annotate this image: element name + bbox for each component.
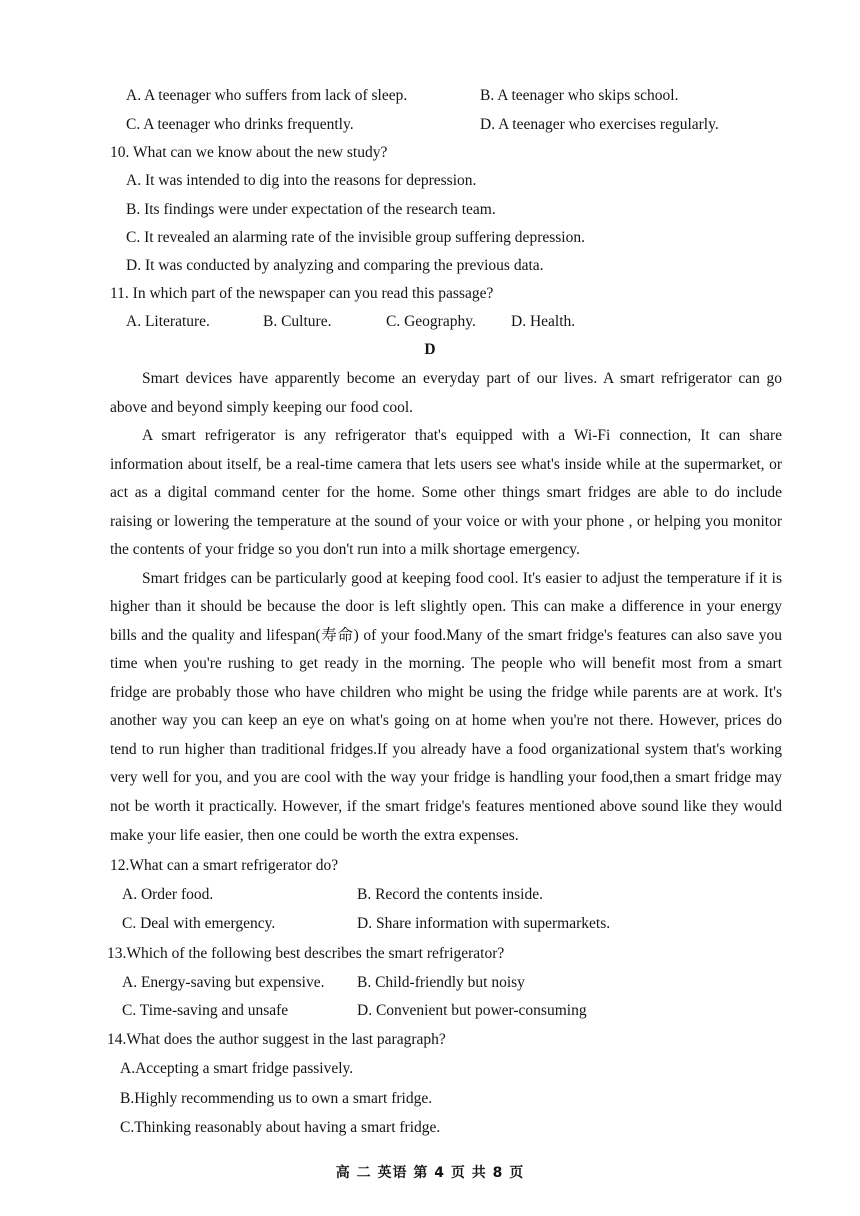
- q10-option-d: D. It was conducted by analyzing and comparing the previous data.: [126, 257, 544, 274]
- passage-line: make your life easier, then one could be worth the extra expenses.: [110, 827, 519, 844]
- q13-question: 13.Which of the following best describes the smart refrigerator?: [107, 945, 505, 962]
- q14-question: 14.What does the author suggest in the last paragraph?: [107, 1031, 446, 1048]
- section-heading: D: [424, 341, 436, 358]
- q9-option-c: C. A teenager who drinks frequently.: [126, 116, 354, 133]
- q11-option-d: D. Health.: [511, 313, 576, 330]
- q14-option-c: C.Thinking reasonably about having a smart fridge.: [120, 1119, 441, 1136]
- passage-line: tend to run higher than traditional fridges.If you already have a food organizational system that's working: [110, 741, 782, 758]
- passage-line: information about itself, be a real-time camera that lets users see what's inside while at the supermarket, or: [110, 456, 782, 473]
- passage-line: Smart fridges can be particularly good at keeping food cool. It's easier to adjust the temperature if it is: [142, 570, 782, 587]
- q13-option-a: A. Energy-saving but expensive.: [122, 974, 325, 991]
- passage-line: the contents of your fridge so you don't run into a milk shortage emergency.: [110, 541, 580, 558]
- q10-option-c: C. It revealed an alarming rate of the invisible group suffering depression.: [126, 229, 585, 246]
- q13-option-b: B. Child-friendly but noisy: [357, 974, 525, 991]
- q11-option-b: B. Culture.: [263, 313, 332, 330]
- q13-option-d: D. Convenient but power-consuming: [357, 1002, 587, 1019]
- passage-line: very well for you, and you are cool with the way your fridge is handling your food,then a smart fridge may: [110, 769, 782, 786]
- q14-option-a: A.Accepting a smart fridge passively.: [120, 1060, 354, 1077]
- q10-option-b: B. Its findings were under expectation of the research team.: [126, 201, 496, 218]
- q9-option-a: A. A teenager who suffers from lack of sleep.: [126, 87, 408, 104]
- q12-option-d: D. Share information with supermarkets.: [357, 915, 611, 932]
- page-footer: 高 二 英语 第 4 页 共 8 页: [335, 1165, 525, 1181]
- passage-line: higher than it should be because the door is left slightly open. This can make a difference in your energy: [110, 598, 782, 615]
- passage-line: Smart devices have apparently become an everyday part of our lives. A smart refrigerator can go: [142, 370, 782, 387]
- q11-question: 11. In which part of the newspaper can you read this passage?: [110, 285, 494, 302]
- q13-option-c: C. Time-saving and unsafe: [122, 1002, 289, 1019]
- q9-option-b: B. A teenager who skips school.: [480, 87, 679, 104]
- passage-line: A smart refrigerator is any refrigerator that's equipped with a Wi-Fi connection, It can share: [142, 427, 782, 444]
- passage-line: fridge are probably those who have children who might be using the fridge while parents are at work. It's: [110, 684, 782, 701]
- q11-option-a: A. Literature.: [126, 313, 210, 330]
- passage-line: bills and the quality and lifespan(寿命) of your food.Many of the smart fridge's features can also save you: [110, 627, 782, 644]
- q14-option-b: B.Highly recommending us to own a smart fridge.: [120, 1090, 433, 1107]
- q12-question: 12.What can a smart refrigerator do?: [110, 857, 339, 874]
- q9-option-d: D. A teenager who exercises regularly.: [480, 116, 719, 133]
- passage-line: above and beyond simply keeping our food cool.: [110, 399, 414, 416]
- q11-option-c: C. Geography.: [386, 313, 476, 330]
- q12-option-b: B. Record the contents inside.: [357, 886, 543, 903]
- passage-line: time when you're rushing to get ready in the morning. The people who will benefit most from a smart: [110, 655, 782, 672]
- q10-question: 10. What can we know about the new study?: [110, 144, 388, 161]
- q12-option-a: A. Order food.: [122, 886, 214, 903]
- q10-option-a: A. It was intended to dig into the reasons for depression.: [126, 172, 477, 189]
- passage-line: not be worth it practically. However, if the smart fridge's features mentioned above sound like they would: [110, 798, 782, 815]
- passage-line: another way you can keep an eye on what's going on at home when you're not there. However, prices do: [110, 712, 782, 729]
- q12-option-c: C. Deal with emergency.: [122, 915, 276, 932]
- passage-line: raising or lowering the temperature at the sound of your voice or with your phone , or helping you monitor: [110, 513, 782, 530]
- passage-line: act as a digital command center for the home. Some other things smart fridges are able to do include: [110, 484, 782, 501]
